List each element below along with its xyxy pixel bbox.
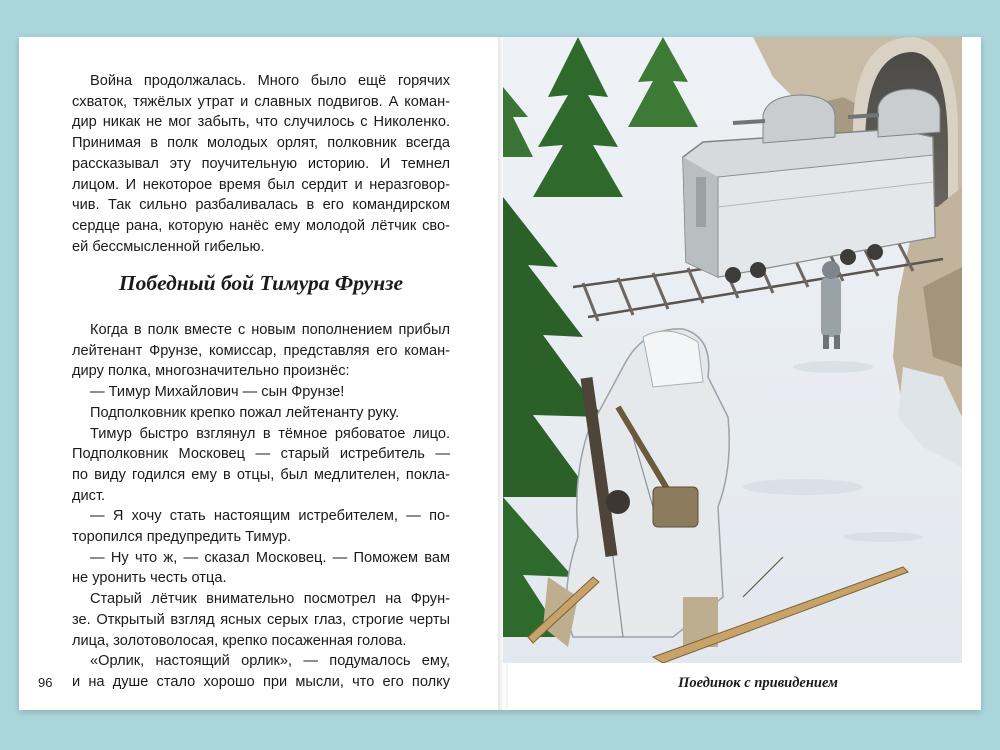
text-line: лица, золотоволосая, крепко посаженная голова.: [72, 632, 407, 649]
distant-soldier: [821, 261, 841, 349]
text-line: — Ну что ж, — сказал Московец. — Поможем вам: [90, 549, 450, 566]
text-line: дир никак не мог забыть, что случилось с Николенко.: [72, 114, 450, 131]
text-line: и на душе стало хорошо при мысли, что его полку: [72, 673, 450, 690]
text-line: по виду годился ему в отцы, был медлителен, покла-: [72, 466, 450, 483]
text-line: рассказывал эту поучительную историю. И темнел: [72, 155, 450, 172]
text-line: — Тимур Михайлович — сын Фрунзе!: [90, 384, 345, 401]
text-line: не уронить честь отца.: [72, 570, 227, 587]
text-line: Подполковник Московец — старый истребитель —: [72, 446, 450, 463]
text-line: Когда в полк вместе с новым пополнением прибыл: [90, 322, 450, 338]
text-line: диру полка, многозначительно произнёс:: [72, 363, 350, 380]
paragraph: [72, 589, 450, 651]
text-line: торопился предупредить Тимур.: [72, 529, 292, 546]
running-title-text: Поединок с привидением: [678, 675, 838, 691]
paragraph: [72, 548, 450, 589]
text-line: Подполковник крепко пожал лейтенанту руку.: [90, 404, 400, 421]
text-line: Старый лётчик внимательно посмотрел на Фрун-: [90, 591, 450, 608]
text-line: дист.: [72, 487, 106, 504]
text-line: схваток, тяжёлых утрат и славных подвигов. А коман-: [72, 93, 450, 110]
paragraph: [72, 424, 450, 507]
text-line: Тимур быстро взглянул в тёмное рябоватое лицо.: [90, 425, 450, 442]
text-line: Принимая в полк молодых орлят, полковник всегда: [72, 135, 450, 152]
book-spread: [19, 37, 981, 710]
winter-illustration: [503, 37, 962, 663]
illustration-svg: [503, 37, 962, 663]
text-line: лейтенант Фрунзе, комиссар, представляя его коман-: [72, 342, 450, 359]
paragraph: [72, 403, 450, 424]
paragraph: [72, 651, 450, 692]
paragraph: [72, 320, 450, 382]
text-line: чив. Так сильно разбаливалась в его командирском: [72, 197, 450, 214]
page-number: 96: [38, 675, 53, 690]
text-line: ей бессмысленной гибелью.: [72, 238, 265, 255]
right-page: [503, 37, 981, 710]
text-line: — Я хочу стать настоящим истребителем, — по-: [90, 508, 450, 525]
paragraph: [72, 71, 450, 257]
text-line: Война продолжалась. Много было ещё горячих: [90, 73, 450, 89]
text-line: лицом. И некоторое время был сердит и неразговор-: [72, 176, 450, 193]
left-page: [19, 37, 499, 710]
text-line: «Орлик, настоящий орлик», — подумалось ему,: [90, 653, 450, 670]
opening-paragraph: [72, 71, 450, 257]
text-line: сердце рана, которую нанёс ему молодой лётчик сво-: [72, 217, 450, 234]
chapter-heading: Победный бой Тимура Фрунзе: [118, 271, 404, 295]
paragraph: [72, 506, 450, 547]
text-line: зе. Открытый взгляд ясных серых глаз, строгие черты: [72, 611, 450, 628]
paragraph: [72, 382, 450, 403]
running-title: [503, 675, 962, 692]
chapter-body: [72, 320, 450, 693]
